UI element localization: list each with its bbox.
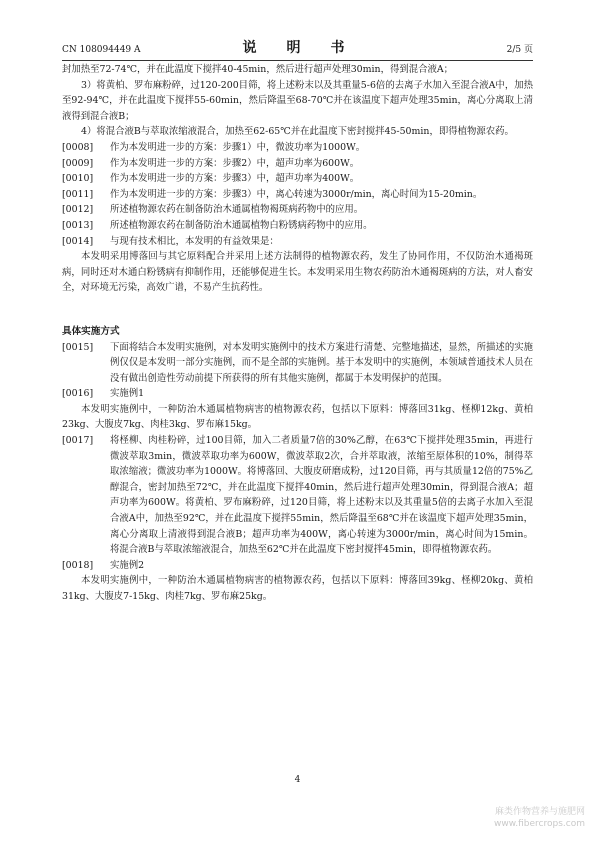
patent-number: CN 108094449 A bbox=[62, 45, 141, 55]
paragraph-text: 作为本发明进一步的方案：步骤3）中，超声功率为400W。 bbox=[110, 173, 360, 185]
watermark bbox=[435, 806, 585, 830]
paragraph-text: 作为本发明进一步的方案：步骤2）中，超声功率为600W。 bbox=[110, 157, 360, 169]
paragraph-number: [0017] bbox=[62, 435, 94, 447]
paragraph-0011 bbox=[62, 187, 533, 203]
watermark-url: www.fibercrops.com bbox=[494, 819, 585, 829]
page-indicator: 2/5 页 bbox=[506, 45, 533, 55]
page-header bbox=[62, 28, 533, 61]
paragraph-text: 所述植物源农药在制备防治木通属植物褐斑病药物中的应用。 bbox=[110, 204, 364, 216]
paragraph-number: [0009] bbox=[62, 157, 94, 169]
example-1-ingredients: 本发明实施例中，一种防治木通属植物病害的植物源农药，包括以下原料：博落回31kg、柽柳12kg、黄柏23kg、大腹皮7kg、肉桂3kg、罗布麻15kg。 bbox=[62, 403, 533, 431]
paragraph-0008 bbox=[62, 140, 533, 156]
paragraph-0013 bbox=[62, 218, 533, 234]
section-spacer bbox=[62, 296, 533, 324]
paragraph-text: 与现有技术相比，本发明的有益效果是： bbox=[110, 235, 279, 247]
document-title: 说 明 书 bbox=[242, 40, 353, 56]
paragraph-0014 bbox=[62, 234, 533, 250]
watermark-title: 麻类作物营养与施肥网 bbox=[494, 807, 585, 817]
step-4-text: 4）将混合液B与萃取浓缩液混合，加热至62-65℃并在此温度下密封搅拌45-50min，即得植物源农药。 bbox=[81, 126, 514, 138]
paragraph-0018 bbox=[62, 558, 533, 574]
paragraph-text: 作为本发明进一步的方案：步骤1）中，微波功率为1000W。 bbox=[110, 141, 366, 153]
paragraph-text: 下面将结合本发明实施例，对本发明实施例中的技术方案进行清楚、完整地描述，显然，所描述的实施例仅仅是本发明一部分实施例，而不是全部的实施例。基于本发明中的实施例，本领域普通技术人员在没有做出创造性劳动前提下所获得的所有其他实施例，都属于本发明保护的范围。 bbox=[110, 341, 533, 384]
paragraph-0009 bbox=[62, 156, 533, 172]
paragraph-number: [0015] bbox=[62, 341, 94, 353]
paragraph-number: [0011] bbox=[62, 188, 94, 200]
document-body bbox=[62, 62, 533, 605]
paragraph-0016 bbox=[62, 386, 533, 402]
paragraph-number: [0010] bbox=[62, 173, 94, 185]
paragraph-number: [0016] bbox=[62, 388, 94, 400]
paragraph-0010 bbox=[62, 171, 533, 187]
paragraph-0015 bbox=[62, 340, 533, 387]
paragraph-number: [0012] bbox=[62, 204, 94, 216]
paragraph-number: [0008] bbox=[62, 141, 94, 153]
paragraph-number: [0014] bbox=[62, 235, 94, 247]
paragraph-text: 作为本发明进一步的方案：步骤3）中，离心转速为3000r/min，离心时间为15-20min。 bbox=[110, 188, 483, 200]
paragraph-number: [0018] bbox=[62, 559, 94, 571]
example-1-heading: 实施例1 bbox=[110, 388, 145, 400]
example-2-heading: 实施例2 bbox=[110, 559, 145, 571]
section-heading: 具体实施方式 bbox=[62, 325, 120, 337]
page-number: 4 bbox=[294, 775, 301, 785]
benefit-paragraph: 本发明采用博落回与其它原料配合并采用上述方法制得的植物源农药，发生了协同作用，不仅防治木通褐斑病，同时还对木通白粉锈病有抑制作用，还能够促进生长。本发明采用生物农药防治木通褐斑病的方法，对人畜安全，对环境无污染，高效广谱，不易产生抗药性。 bbox=[62, 251, 533, 294]
paragraph-0017 bbox=[62, 433, 533, 558]
paragraph-text: 将柽柳、肉桂粉碎，过100目筛，加入二者质量7倍的30%乙醇，在63℃下搅拌处理35min，再进行微波萃取3min，微波萃取功率为600W，微波萃取2次，合并萃取液，浓缩至原体积的10%，制得萃取浓缩液；微波功率为1000W。将博落回、大腹皮研磨成粉，过120目筛，再与其质量12倍的75%乙醇混合，密封加热至72℃，并在此温度下搅拌40min，然后进行超声处理30min，得到混合液A；超声功率为600W。将黄柏、罗布麻粉碎，过120目筛，将上述粉末以及其重量5倍的去离子水加入至混合液A中，加热至92℃，并在此温度下搅拌55min，然后降温至68℃并在该温度下超声处理35min，离心分离取上清液得到混合液B；超声功率为400W，离心转速为3000r/min，离心时间为15min。将混合液B与萃取浓缩液混合，加热至62℃并在此温度下密封搅拌45min，即得植物源农药。 bbox=[110, 435, 533, 556]
paragraph-text: 所述植物源农药在制备防治木通属植物白粉锈病药物中的应用。 bbox=[110, 219, 373, 231]
continued-step-text: 封加热至72-74℃，并在此温度下搅拌40-45min，然后进行超声处理30min，得到混合液A； bbox=[62, 64, 453, 75]
paragraph-0012 bbox=[62, 202, 533, 218]
paragraph-number: [0013] bbox=[62, 219, 94, 231]
example-2-ingredients: 本发明实施例中，一种防治木通属植物病害的植物源农药，包括以下原料：博落回39kg、柽柳20kg、黄柏31kg、大腹皮7-15kg、肉桂7kg、罗布麻25kg。 bbox=[62, 575, 533, 602]
step-3-text: 3）将黄柏、罗布麻粉碎，过120-200目筛，将上述粉末以及其重量5-6倍的去离子水加入至混合液A中，加热至92-94℃，并在此温度下搅拌55-60min，然后降温至68-70℃并在该温度下超声处理35min，离心分离取上清液得到混合液B； bbox=[62, 79, 533, 122]
